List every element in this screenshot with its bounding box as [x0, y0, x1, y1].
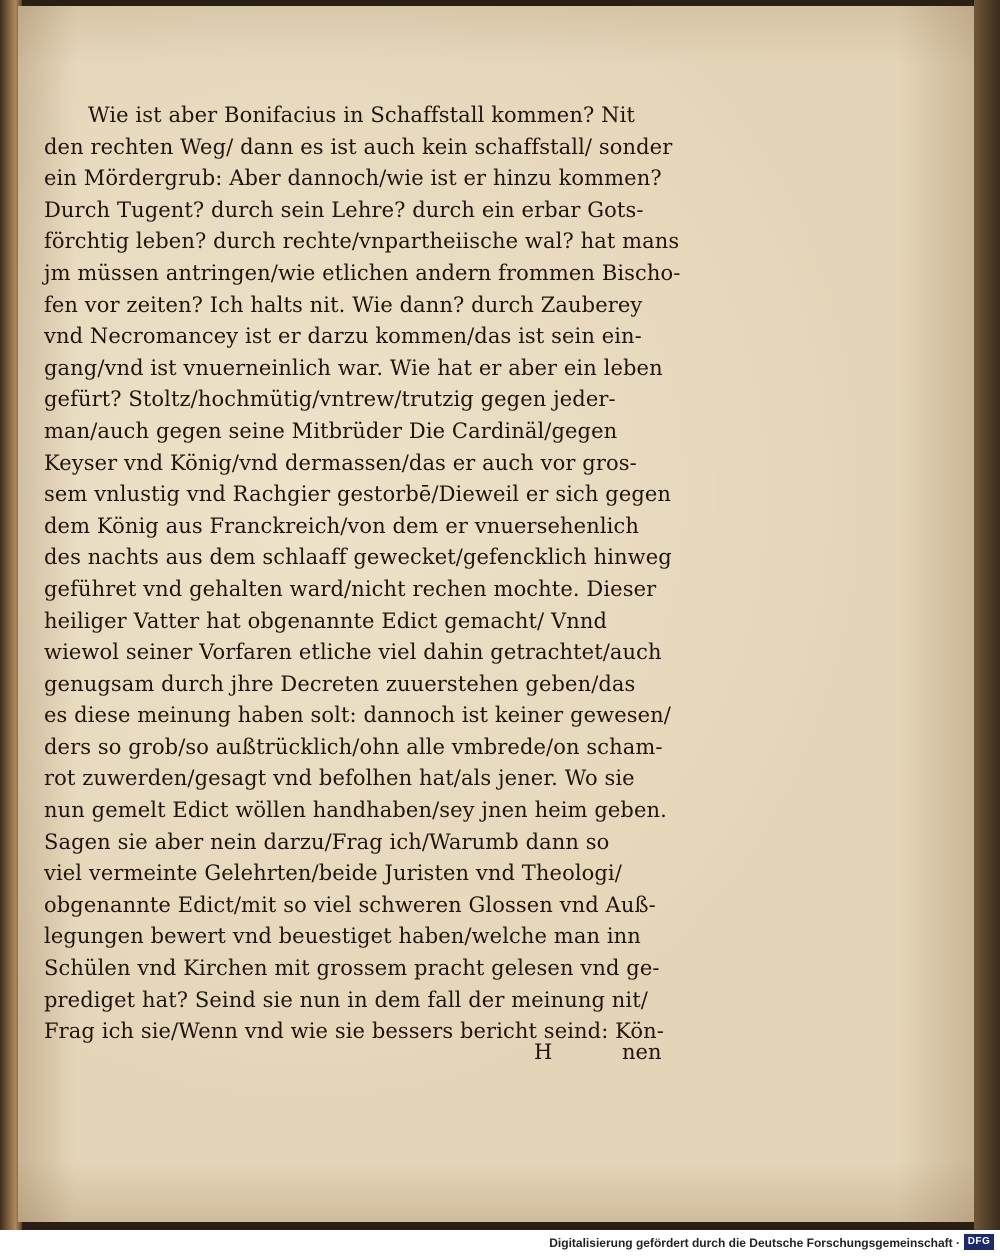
text-line: obgenannte Edict/mit so viel schweren Glossen vnd Auß-: [44, 892, 656, 917]
footer-bar: [0, 1230, 1000, 1256]
text-line: gang/vnd ist vnuerneinlich war. Wie hat er aber ein leben: [44, 355, 663, 380]
text-line: viel vermeinte Gelehrten/beide Juristen vnd Theologi/: [44, 861, 622, 886]
text-line: dem König aus Franckreich/von dem er vnuersehenlich: [44, 513, 639, 538]
text-line: es diese meinung haben solt: dannoch ist keiner gewesen/: [44, 703, 671, 728]
text-line: rot zuwerden/gesagt vnd befolhen hat/als jener. Wo sie: [44, 766, 635, 791]
text-line: gefürt? Stoltz/hochmütig/vntrew/trutzig gegen jeder-: [44, 387, 616, 412]
signature-mark: H: [534, 1040, 553, 1064]
text-line: Sagen sie aber nein darzu/Frag ich/Warumb dann so: [44, 829, 610, 854]
text-line: Schülen vnd Kirchen mit grossem pracht gelesen vnd ge-: [44, 956, 660, 981]
text-line: Durch Tugent? durch sein Lehre? durch ein erbar Gots-: [44, 197, 644, 222]
funding-credit: Digitalisierung gefördert durch die Deutsche Forschungsgemeinschaft ·: [549, 1236, 960, 1250]
text-line: vnd Necromancey ist er darzu kommen/das ist sein ein-: [44, 324, 642, 349]
page-right-edge: [974, 0, 1000, 1230]
text-line: fen vor zeiten? Ich halts nit. Wie dann? durch Zauberey: [44, 292, 643, 317]
text-line: legungen bewert vnd beuestiget haben/welche man inn: [44, 924, 641, 949]
text-line: nun gemelt Edict wöllen handhaben/sey jnen heim geben.: [44, 798, 667, 823]
text-line: heiliger Vatter hat obgenannte Edict gemacht/ Vnnd: [44, 608, 608, 633]
text-line: Wie ist aber Bonifacius in Schaffstall kommen? Nit: [88, 103, 635, 127]
text-line: sem vnlustig vnd Rachgier gestorbē/Dieweil er sich gegen: [44, 482, 672, 507]
text-line: geführet vnd gehalten ward/nicht rechen mochte. Dieser: [44, 576, 657, 601]
text-line: ders so grob/so außtrücklich/ohn alle vmbrede/on scham-: [44, 734, 663, 759]
catchword: nen: [622, 1040, 662, 1064]
body-text: [44, 100, 694, 1048]
text-line: des nachts aus dem schlaaff gewecket/gefencklich hinweg: [44, 545, 672, 570]
text-line: Frag ich sie/Wenn vnd wie sie bessers bericht seind: Kön-: [44, 1019, 664, 1044]
text-line: Keyser vnd König/vnd dermassen/das er auch vor gros-: [44, 450, 637, 475]
text-line: ein Mördergrub: Aber dannoch/wie ist er hinzu kommen?: [44, 166, 662, 191]
dfg-logo: DFG: [964, 1234, 994, 1250]
text-line: prediget hat? Seind sie nun in dem fall der meinung nit/: [44, 987, 648, 1012]
text-line: man/auch gegen seine Mitbrüder Die Cardinäl/gegen: [44, 418, 618, 443]
text-line: genugsam durch jhre Decreten zuuerstehen geben/das: [44, 671, 636, 696]
text-line: wiewol seiner Vorfaren etliche viel dahin getrachtet/auch: [44, 640, 662, 665]
text-line: den rechten Weg/ dann es ist auch kein schaffstall/ sonder: [44, 134, 673, 159]
text-line: jm müssen antringen/wie etlichen andern frommen Bischo-: [44, 260, 681, 285]
text-line: förchtig leben? durch rechte/vnpartheiische wal? hat mans: [44, 229, 680, 254]
